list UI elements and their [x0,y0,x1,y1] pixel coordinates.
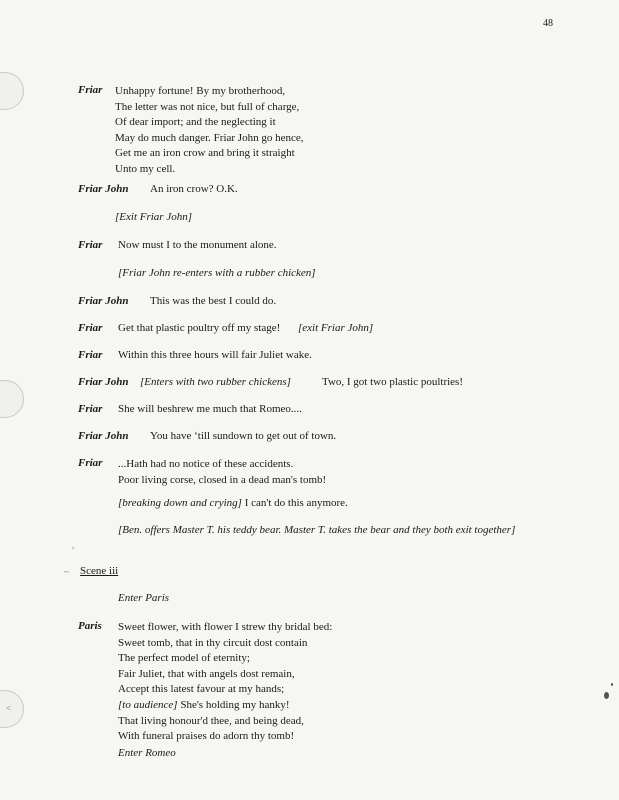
friar-monument-line: Now must I to the monument alone. [118,239,277,251]
verse-line: May do much danger. Friar John go hence, [115,131,304,144]
fj-two-line: Two, I got two plastic poultries! [322,376,463,388]
verse-line: Poor living corse, closed in a dead man's tomb! [118,473,327,486]
speaker-friar: Friar [78,322,103,334]
stage-direction-exit: [Exit Friar John] [115,211,192,223]
binder-hole-top [0,72,24,110]
fj-iron-crow-line: An iron crow? O.K. [150,183,238,195]
scan-speck [611,683,613,686]
fj-best-line: This was the best I could do. [150,295,277,307]
stage-direction-teddy-bear: [Ben. offers Master T. his teddy bear. Master T. takes the bear and they both exit together] [118,524,516,536]
speaker-friar-john: Friar John [78,183,129,195]
scan-speck [604,692,609,699]
verse-line: Fair Juliet, that with angels dost remain, [118,667,295,680]
stage-direction-enter-romeo: Enter Romeo [118,747,176,759]
stage-direction-exit-2: [exit Friar John] [298,322,374,334]
speaker-paris: Paris [78,620,102,632]
binder-hole-middle [0,380,24,418]
audience-text: She's holding my hanky! [180,698,290,711]
verse-line-audience [118,698,332,714]
speaker-friar: Friar [78,403,103,415]
verse-line: With funeral praises do adorn thy tomb! [118,730,295,743]
stage-direction-crying: [breaking down and crying] [118,497,242,509]
verse-line: Unto my cell. [115,162,176,175]
friar-beshrew-line: She will beshrew me much that Romeo.... [118,403,302,415]
friar-speech-accidents [118,457,326,488]
speaker-friar-john: Friar John [78,430,129,442]
verse-line: Sweet flower, with flower I strew thy bridal bed: [118,621,333,633]
scene-heading: Scene iii [80,565,119,577]
stage-direction-two-chickens: [Enters with two rubber chickens] [140,376,291,388]
speaker-friar: Friar [78,349,103,361]
paris-speech [118,620,332,745]
breaking-text: I can't do this anymore. [244,497,348,509]
scan-mark: ~ [64,567,69,577]
stage-direction-enter-paris: Enter Paris [118,592,170,604]
speaker-friar-john: Friar John [78,376,129,388]
verse-line: Accept this latest favour at my hands; [118,683,285,696]
scan-mark: < [6,703,12,713]
verse-line: The perfect model of eternity; [118,652,250,665]
verse-line: Get me an iron crow and bring it straight [115,147,295,159]
verse-line: Sweet tomb, that in thy circuit dost contain [118,636,308,649]
verse-line: The letter was not nice, but full of charge, [115,100,300,113]
speaker-friar-john: Friar John [78,295,129,307]
speaker-friar: Friar [78,457,103,469]
friar-speech-unhappy [115,84,303,177]
verse-line: That living honour'd thee, and being dead, [118,714,304,727]
stage-direction-reenter: [Friar John re-enters with a rubber chicken] [118,267,316,279]
verse-line: ...Hath had no notice of these accidents. [118,458,294,470]
stage-direction-audience: [to audience] [118,698,178,711]
verse-line: Of dear import; and the neglecting it [115,116,276,128]
friar-poultry-line: Get that plastic poultry off my stage! [118,322,281,334]
speaker-friar: Friar [78,84,103,96]
breaking-down-line [118,497,348,509]
page-number: 48 [543,18,553,29]
speaker-friar: Friar [78,239,103,251]
friar-three-hours-line: Within this three hours will fair Juliet wake. [118,349,312,361]
binder-hole-bottom [0,690,24,728]
fj-sundown-line: You have ‘till sundown to get out of town. [150,430,337,442]
verse-line: Unhappy fortune! By my brotherhood, [115,85,286,97]
scan-mark: , [72,540,75,550]
